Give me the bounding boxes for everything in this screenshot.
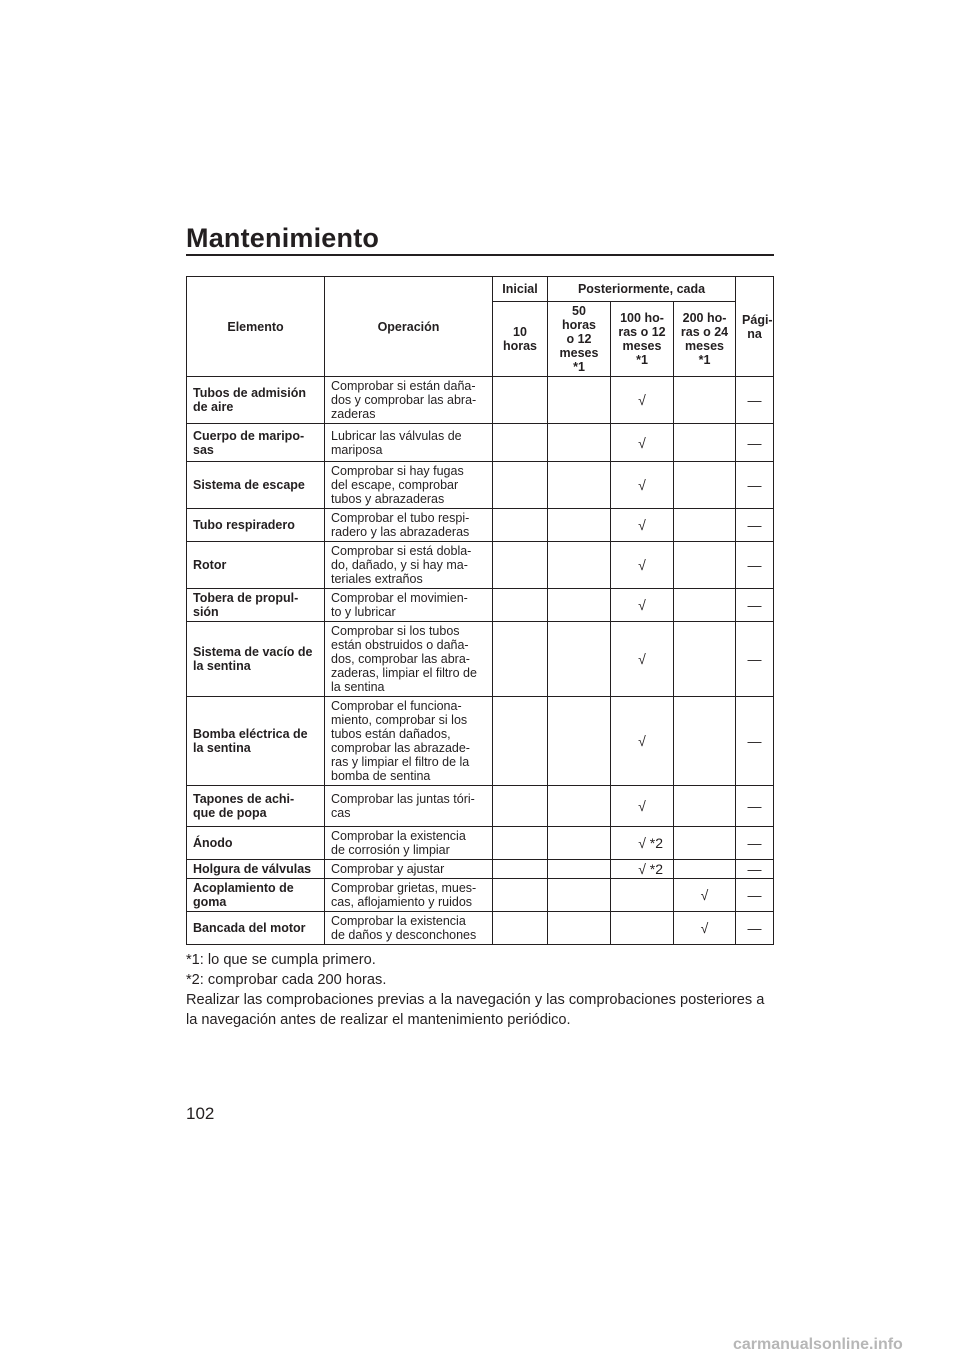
row-check-100h: √ bbox=[611, 542, 674, 589]
table-row bbox=[187, 879, 774, 912]
row-operacion: Comprobar las juntas tóri- cas bbox=[325, 786, 493, 827]
row-elemento: Tobera de propul- sión bbox=[187, 589, 325, 622]
row-check-200h: √ bbox=[674, 879, 736, 912]
row-pagina: — bbox=[736, 424, 774, 462]
footnote-2: *2: comprobar cada 200 horas. bbox=[186, 972, 387, 988]
title-rule bbox=[186, 254, 774, 256]
row-operacion: Comprobar si los tubos están obstruidos o daña- dos, comprobar las abra- zaderas, limpiar el filtro de la sentina bbox=[325, 622, 493, 697]
table-row bbox=[187, 509, 774, 542]
row-check-100h: √ bbox=[611, 622, 674, 697]
row-pagina: — bbox=[736, 542, 774, 589]
row-check-10h bbox=[493, 879, 548, 912]
row-operacion: Comprobar grietas, mues- cas, aflojamiento y ruidos bbox=[325, 879, 493, 912]
row-pagina: — bbox=[736, 879, 774, 912]
row-elemento: Acoplamiento de goma bbox=[187, 879, 325, 912]
row-check-50h bbox=[548, 912, 611, 945]
row-operacion: Comprobar el movimien- to y lubricar bbox=[325, 589, 493, 622]
row-check-200h bbox=[674, 462, 736, 509]
header-posteriormente: Posteriormente, cada bbox=[548, 277, 736, 302]
row-check-50h bbox=[548, 622, 611, 697]
row-check-50h bbox=[548, 509, 611, 542]
row-operacion: Comprobar y ajustar bbox=[325, 860, 493, 879]
row-pagina: — bbox=[736, 827, 774, 860]
row-check-100h: √ bbox=[611, 697, 674, 786]
row-check-10h bbox=[493, 860, 548, 879]
header-50h: 50 horas o 12 meses *1 bbox=[548, 302, 611, 377]
row-check-10h bbox=[493, 509, 548, 542]
header-200h: 200 ho- ras o 24 meses *1 bbox=[674, 302, 736, 377]
row-check-50h bbox=[548, 377, 611, 424]
row-pagina: — bbox=[736, 377, 774, 424]
row-elemento: Tapones de achi- que de popa bbox=[187, 786, 325, 827]
row-operacion: Lubricar las válvulas de mariposa bbox=[325, 424, 493, 462]
row-check-100h: √ bbox=[611, 786, 674, 827]
table-row bbox=[187, 542, 774, 589]
row-check-10h bbox=[493, 622, 548, 697]
row-check-100h: √ *2 bbox=[611, 827, 674, 860]
row-pagina: — bbox=[736, 697, 774, 786]
row-check-200h bbox=[674, 377, 736, 424]
row-elemento: Sistema de escape bbox=[187, 462, 325, 509]
table-row bbox=[187, 462, 774, 509]
row-check-200h bbox=[674, 860, 736, 879]
row-operacion: Comprobar la existencia de daños y desconchones bbox=[325, 912, 493, 945]
footnote-1: *1: lo que se cumpla primero. bbox=[186, 952, 376, 968]
page-number: 102 bbox=[186, 1104, 215, 1123]
row-check-100h bbox=[611, 912, 674, 945]
row-check-10h bbox=[493, 542, 548, 589]
row-elemento: Bomba eléctrica de la sentina bbox=[187, 697, 325, 786]
row-check-200h bbox=[674, 697, 736, 786]
row-elemento: Ánodo bbox=[187, 827, 325, 860]
note-paragraph: Realizar las comprobaciones previas a la navegación y las comprobaciones posteriores a la navegación antes de realizar el mantenimiento periódico. bbox=[186, 992, 765, 1028]
table-row bbox=[187, 377, 774, 424]
row-elemento: Rotor bbox=[187, 542, 325, 589]
row-check-10h bbox=[493, 424, 548, 462]
row-pagina: — bbox=[736, 860, 774, 879]
row-check-200h bbox=[674, 509, 736, 542]
row-check-200h bbox=[674, 827, 736, 860]
row-check-200h bbox=[674, 622, 736, 697]
header-10h: 10 horas bbox=[493, 302, 548, 377]
row-check-200h: √ bbox=[674, 912, 736, 945]
table-header-row-1 bbox=[187, 277, 774, 302]
header-100h: 100 ho- ras o 12 meses *1 bbox=[611, 302, 674, 377]
row-check-50h bbox=[548, 879, 611, 912]
table-row bbox=[187, 622, 774, 697]
row-check-10h bbox=[493, 786, 548, 827]
row-pagina: — bbox=[736, 622, 774, 697]
row-check-200h bbox=[674, 589, 736, 622]
row-pagina: — bbox=[736, 786, 774, 827]
table-row bbox=[187, 697, 774, 786]
row-check-50h bbox=[548, 786, 611, 827]
row-operacion: Comprobar si hay fugas del escape, comprobar tubos y abrazaderas bbox=[325, 462, 493, 509]
row-pagina: — bbox=[736, 589, 774, 622]
row-check-100h: √ bbox=[611, 462, 674, 509]
row-elemento: Tubo respiradero bbox=[187, 509, 325, 542]
row-operacion: Comprobar si están daña- dos y comprobar las abra- zaderas bbox=[325, 377, 493, 424]
row-pagina: — bbox=[736, 509, 774, 542]
table-row bbox=[187, 912, 774, 945]
section-title: Mantenimiento bbox=[186, 223, 380, 253]
row-check-10h bbox=[493, 589, 548, 622]
row-check-100h: √ bbox=[611, 509, 674, 542]
row-pagina: — bbox=[736, 912, 774, 945]
row-check-10h bbox=[493, 377, 548, 424]
row-pagina: — bbox=[736, 462, 774, 509]
row-check-50h bbox=[548, 424, 611, 462]
table-row bbox=[187, 786, 774, 827]
table-row bbox=[187, 589, 774, 622]
row-check-100h: √ *2 bbox=[611, 860, 674, 879]
row-check-200h bbox=[674, 542, 736, 589]
row-elemento: Cuerpo de maripo- sas bbox=[187, 424, 325, 462]
row-check-100h bbox=[611, 879, 674, 912]
table-body bbox=[187, 377, 774, 945]
row-check-10h bbox=[493, 462, 548, 509]
row-check-50h bbox=[548, 462, 611, 509]
row-check-50h bbox=[548, 827, 611, 860]
row-check-50h bbox=[548, 542, 611, 589]
table-row bbox=[187, 827, 774, 860]
row-check-50h bbox=[548, 860, 611, 879]
watermark: carmanualsonline.info bbox=[733, 1336, 903, 1353]
maintenance-table bbox=[186, 276, 774, 945]
row-operacion: Comprobar si está dobla- do, dañado, y si hay ma- teriales extraños bbox=[325, 542, 493, 589]
row-check-10h bbox=[493, 912, 548, 945]
header-pagina: Pági- na bbox=[736, 277, 774, 377]
table-row bbox=[187, 860, 774, 879]
header-operacion: Operación bbox=[325, 277, 493, 377]
row-check-10h bbox=[493, 697, 548, 786]
row-elemento: Holgura de válvulas bbox=[187, 860, 325, 879]
row-check-100h: √ bbox=[611, 424, 674, 462]
row-check-200h bbox=[674, 786, 736, 827]
row-check-50h bbox=[548, 697, 611, 786]
row-operacion: Comprobar la existencia de corrosión y limpiar bbox=[325, 827, 493, 860]
row-operacion: Comprobar el tubo respi- radero y las abrazaderas bbox=[325, 509, 493, 542]
row-check-200h bbox=[674, 424, 736, 462]
row-check-100h: √ bbox=[611, 377, 674, 424]
header-elemento: Elemento bbox=[187, 277, 325, 377]
row-check-100h: √ bbox=[611, 589, 674, 622]
row-elemento: Tubos de admisión de aire bbox=[187, 377, 325, 424]
table-row bbox=[187, 424, 774, 462]
row-elemento: Bancada del motor bbox=[187, 912, 325, 945]
notes bbox=[186, 950, 776, 1030]
row-operacion: Comprobar el funciona- miento, comprobar si los tubos están dañados, comprobar las abrazade- ras y limpiar el filtro de la bomba de sentina bbox=[325, 697, 493, 786]
row-check-10h bbox=[493, 827, 548, 860]
row-elemento: Sistema de vacío de la sentina bbox=[187, 622, 325, 697]
row-check-50h bbox=[548, 589, 611, 622]
header-inicial: Inicial bbox=[493, 277, 548, 302]
